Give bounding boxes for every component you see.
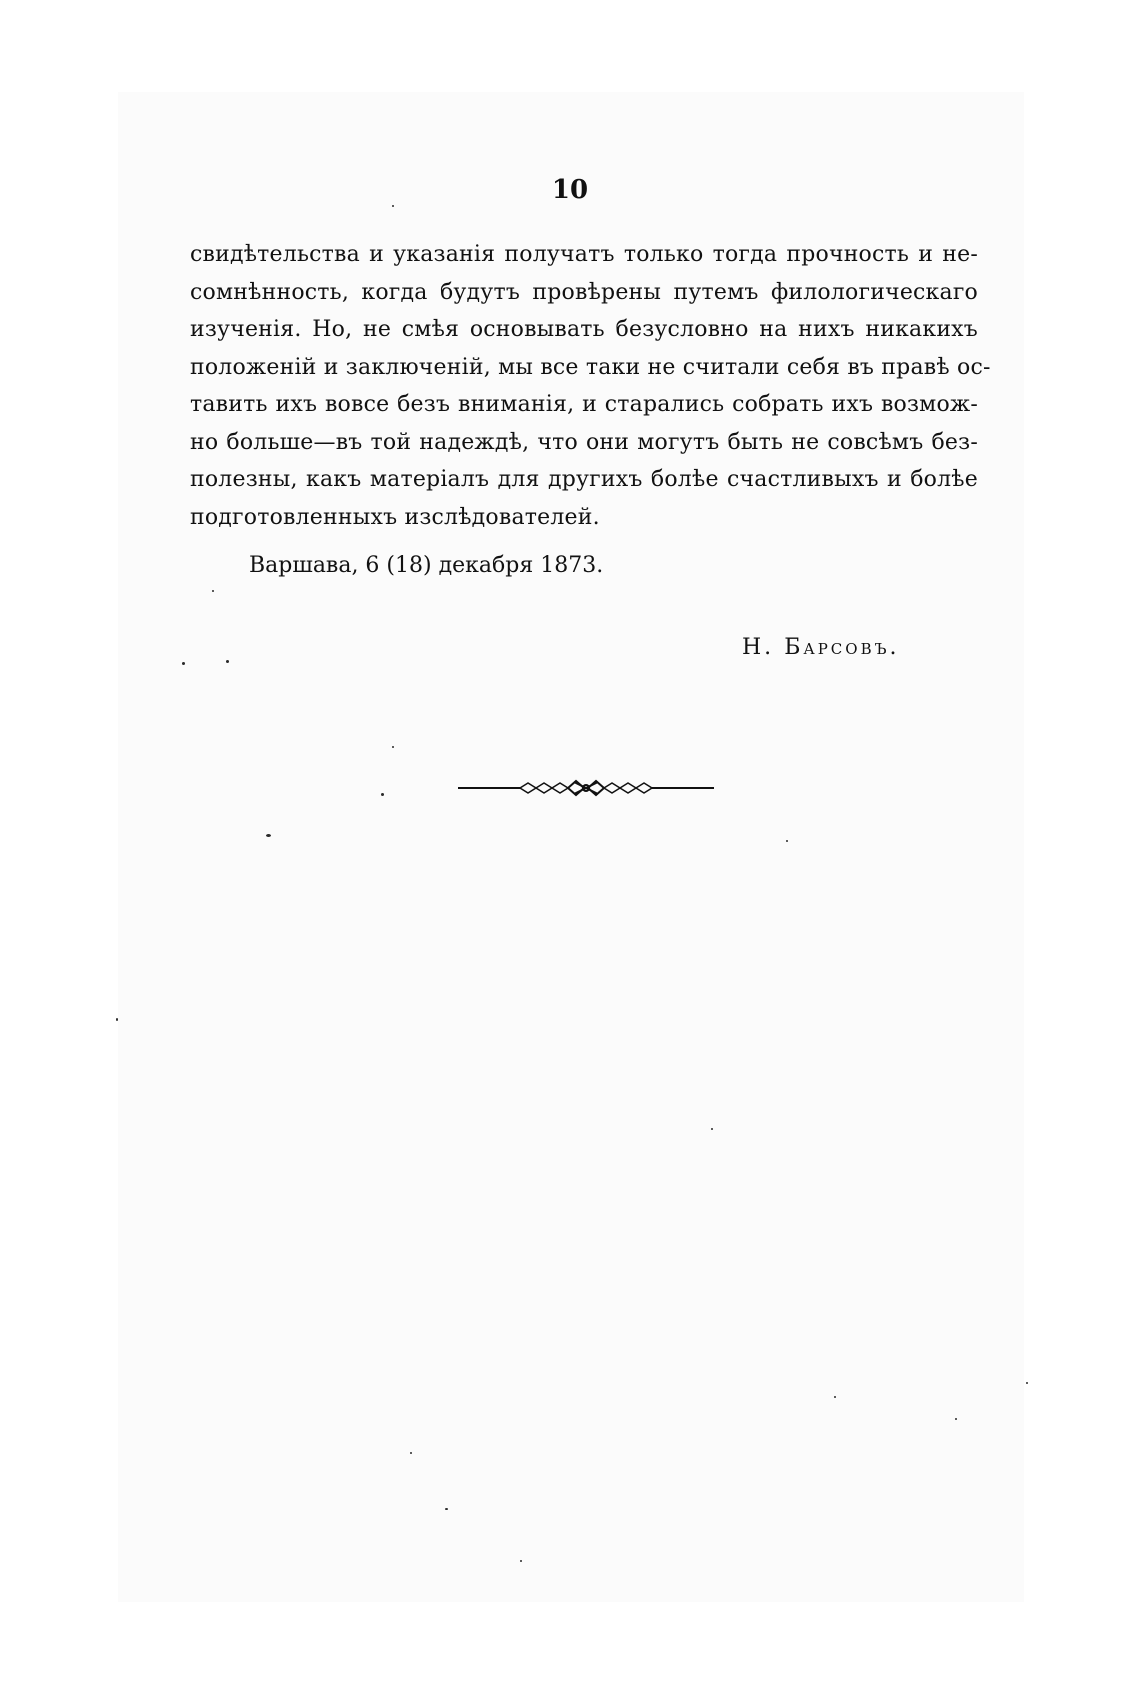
scan-speck	[381, 793, 384, 796]
signature-surname: Барсовъ.	[784, 635, 900, 660]
scan-speck	[410, 1452, 412, 1454]
page-number: 10	[551, 175, 589, 205]
signature-initial: Н.	[742, 635, 775, 660]
scan-speck	[226, 660, 229, 663]
text-line: но больше—въ той надеждѣ, что они могутъ быть не совсѣмъ без-	[190, 429, 978, 455]
scan-speck	[392, 205, 394, 207]
scan-speck	[266, 834, 271, 837]
decorative-rule-ornament-icon	[458, 778, 714, 798]
scan-speck	[182, 662, 185, 665]
text-line: свидѣтельства и указанія получатъ только тогда прочность и не-	[190, 242, 978, 267]
scan-speck	[711, 1128, 713, 1130]
text-line: положеній и заключеній, мы все таки не считали себя въ правѣ ос-	[190, 354, 991, 380]
text-line: подготовленныхъ изслѣдователей.	[190, 504, 600, 530]
scan-speck	[834, 1396, 836, 1398]
author-signature	[742, 632, 900, 664]
text-line: полезны, какъ матеріалъ для другихъ болѣе счастливыхъ и болѣе	[190, 467, 978, 492]
scan-speck	[520, 1560, 522, 1562]
scan-speck	[955, 1418, 957, 1420]
scan-speck	[445, 1508, 448, 1510]
scan-speck	[212, 590, 214, 592]
text-line: тавить ихъ вовсе безъ вниманія, и старались собрать ихъ возмож-	[190, 392, 978, 417]
body-paragraph	[190, 236, 991, 536]
scan-speck	[392, 746, 394, 748]
scan-speck	[116, 1018, 118, 1021]
scan-speck	[1026, 1382, 1028, 1384]
text-line: изученія. Но, не смѣя основывать безусловно на нихъ никакихъ	[190, 317, 978, 342]
text-line: сомнѣнность, когда будутъ провѣрены путемъ филологическаго	[190, 279, 978, 305]
place-date: Варшава, 6 (18) декабря 1873.	[249, 553, 604, 578]
scan-speck	[786, 840, 788, 842]
